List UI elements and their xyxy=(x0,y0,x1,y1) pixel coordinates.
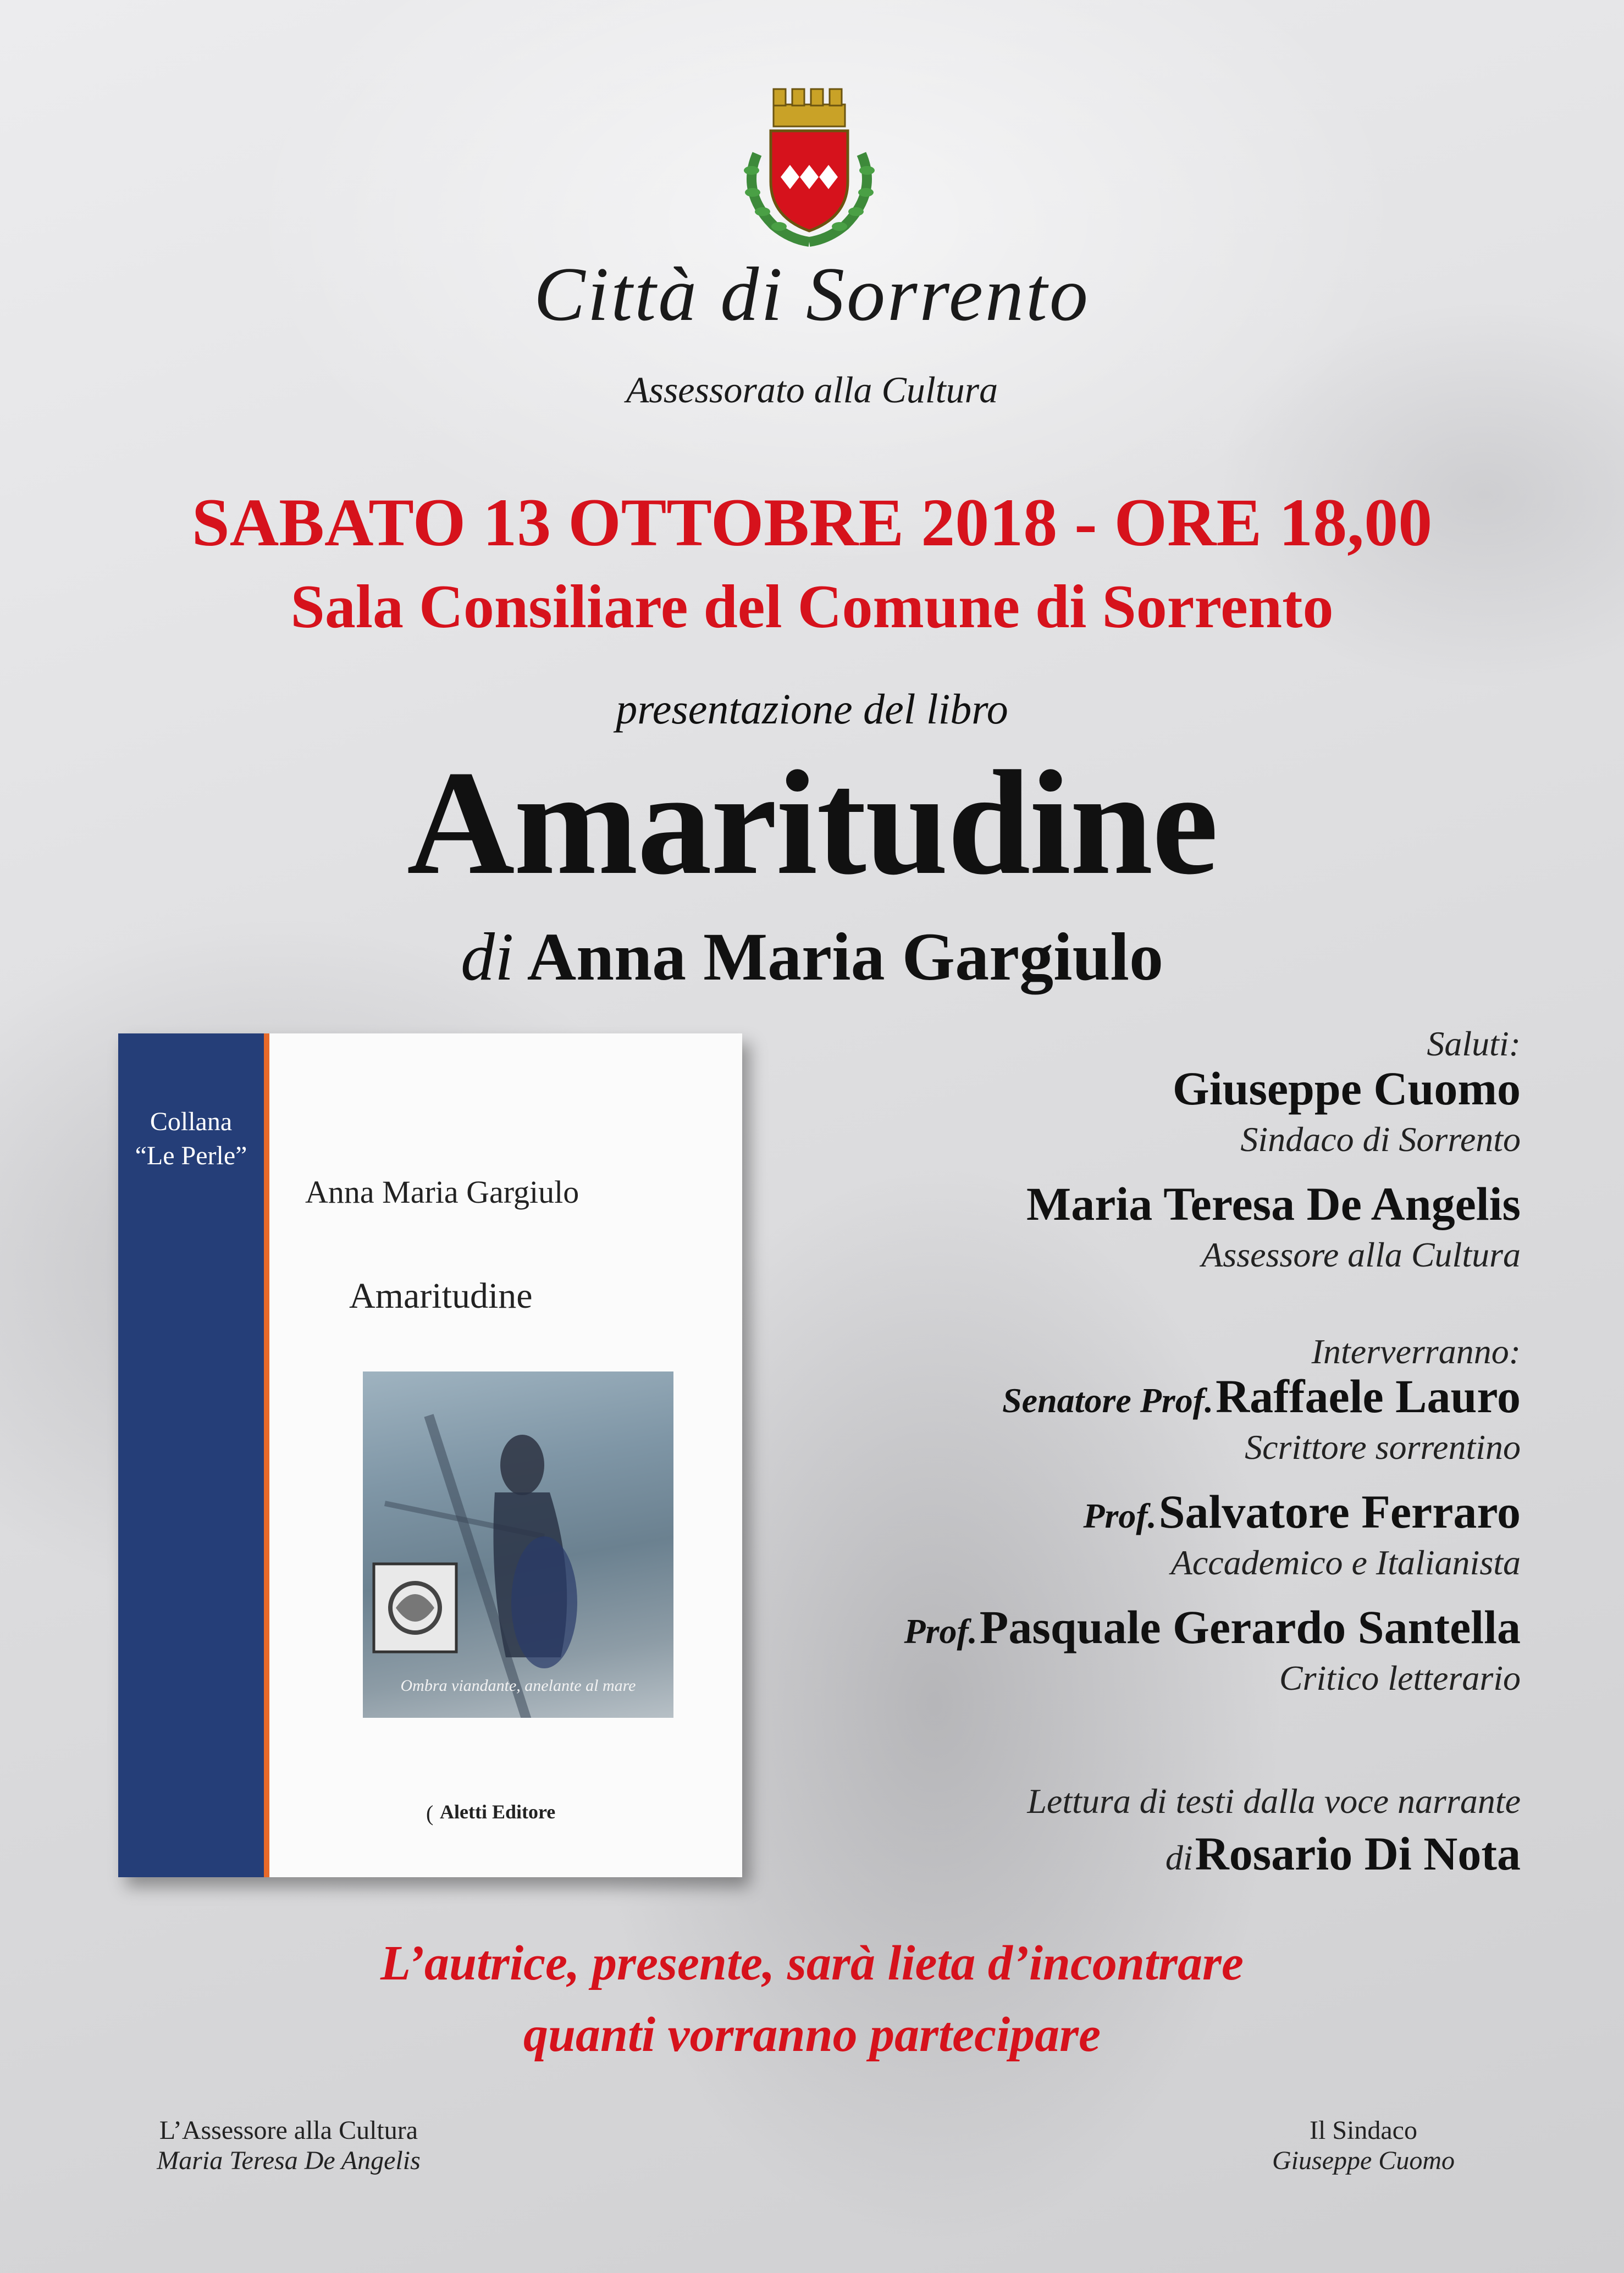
speaker-name: Pasquale Gerardo Santella xyxy=(979,1601,1521,1653)
invitation-line-1: L’autrice, presente, sarà lieta d’incontrare xyxy=(380,1936,1244,1990)
signature-left xyxy=(113,2115,465,2176)
cover-publisher: Aletti Editore xyxy=(440,1801,556,1823)
greeting-name: Maria Teresa De Angelis xyxy=(1026,1177,1521,1230)
book-cover-image xyxy=(118,1033,742,1877)
cover-photo xyxy=(363,1371,673,1718)
greeting-name: Giuseppe Cuomo xyxy=(1172,1062,1521,1115)
greeting-role: Assessore alla Cultura xyxy=(1201,1235,1521,1274)
speaker-role: Critico letterario xyxy=(1279,1658,1521,1697)
reader-line xyxy=(1165,1826,1521,1881)
author-line xyxy=(0,918,1624,996)
speaker-line xyxy=(1083,1484,1521,1539)
coat-of-arms-icon xyxy=(735,82,883,247)
signature-right xyxy=(1209,2115,1517,2176)
speaker-prefix: Senatore Prof. xyxy=(1002,1381,1214,1420)
greetings-label: Saluti: xyxy=(1427,1024,1521,1063)
department-name: Assessorato alla Cultura xyxy=(626,369,998,411)
signature-left-title: L’Assessore alla Cultura xyxy=(159,2116,418,2145)
speaker-line xyxy=(1002,1369,1521,1424)
greeting-role: Sindaco di Sorrento xyxy=(1240,1120,1521,1159)
city-name: Città di Sorrento xyxy=(534,252,1090,337)
cover-series xyxy=(118,1105,264,1173)
event-date-time: SABATO 13 OTTOBRE 2018 - ORE 18,00 xyxy=(191,485,1433,560)
author-name: Anna Maria Gargiulo xyxy=(527,919,1163,994)
reading-label: Lettura di testi dalla voce narrante xyxy=(1027,1782,1521,1821)
event-intro: presentazione del libro xyxy=(616,685,1008,733)
signature-left-name: Maria Teresa De Angelis xyxy=(157,2146,421,2175)
cover-title: Amaritudine xyxy=(349,1276,533,1316)
speaker-prefix: Prof. xyxy=(1083,1496,1157,1535)
author-prefix: di xyxy=(461,919,514,994)
reader-prefix: di xyxy=(1165,1838,1193,1877)
publisher-logo-icon: ( xyxy=(426,1801,434,1826)
speakers-label: Interverranno: xyxy=(1311,1332,1521,1371)
speaker-prefix: Prof. xyxy=(904,1612,977,1651)
book-title-heading: Amaritudine xyxy=(407,740,1217,905)
speaker-name: Salvatore Ferraro xyxy=(1158,1485,1521,1538)
signature-right-title: Il Sindaco xyxy=(1310,2116,1417,2145)
cover-series-line: Collana xyxy=(150,1107,233,1136)
reader-name: Rosario Di Nota xyxy=(1195,1827,1521,1880)
speaker-role: Accademico e Italianista xyxy=(1170,1543,1521,1582)
event-venue: Sala Consiliare del Comune di Sorrento xyxy=(290,573,1334,641)
speaker-line xyxy=(904,1600,1521,1655)
speaker-name: Raffaele Lauro xyxy=(1216,1370,1521,1423)
signature-right-name: Giuseppe Cuomo xyxy=(1272,2146,1455,2175)
cover-author: Anna Maria Gargiulo xyxy=(305,1174,579,1210)
cover-photo-caption: Ombra viandante, anelante al mare xyxy=(400,1677,636,1695)
cover-series-line: “Le Perle” xyxy=(135,1141,247,1170)
speaker-role: Scrittore sorrentino xyxy=(1245,1428,1521,1467)
invitation-line-2: quanti vorranno partecipare xyxy=(523,2007,1101,2062)
cover-stripe xyxy=(264,1033,269,1877)
